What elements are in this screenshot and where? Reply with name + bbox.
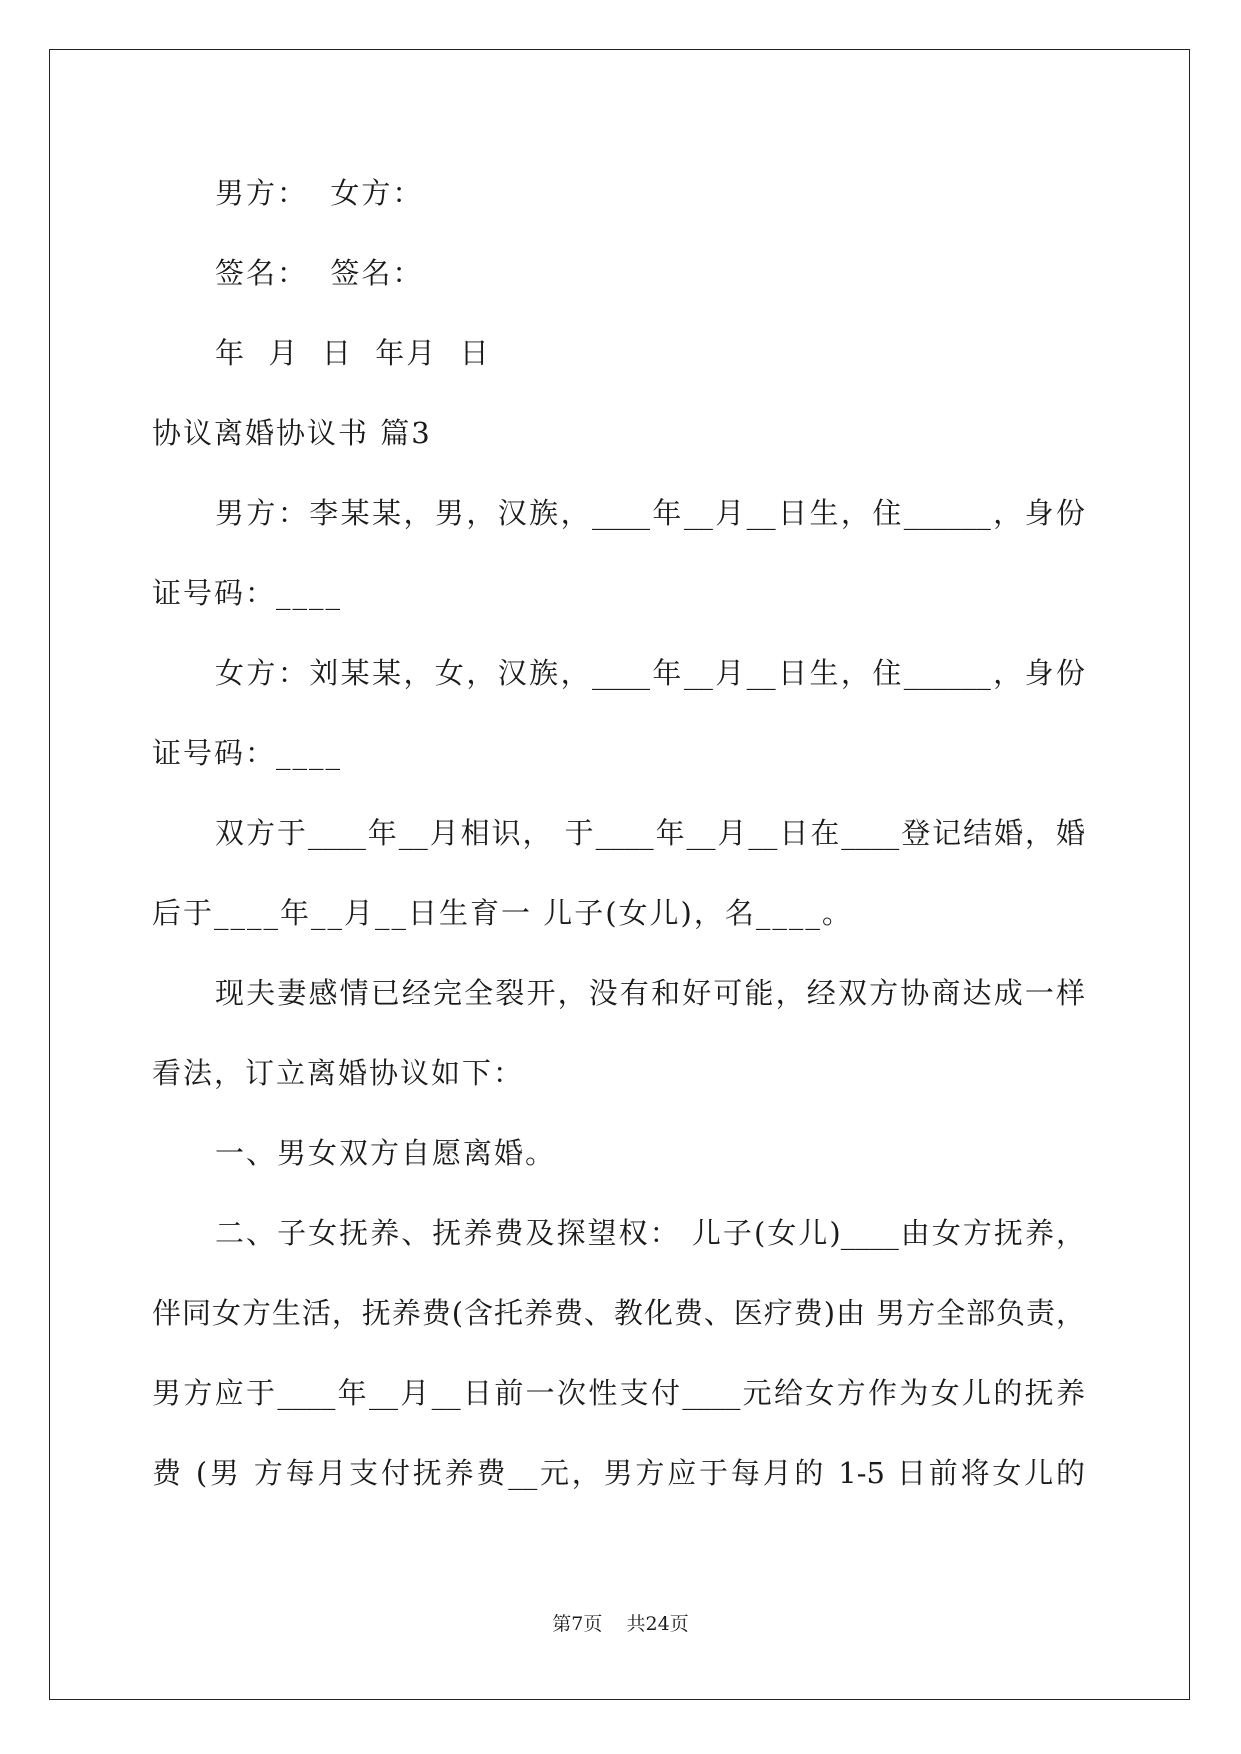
- signature-labels-line: 男方： 女方：: [215, 176, 424, 210]
- signature-names-line: 签名： 签名：: [215, 256, 424, 290]
- paragraph-line: 现夫妻感情已经完全裂开，没有和好可能，经双方协商达成一样: [215, 976, 1085, 1010]
- paragraph-line: 二、子女抚养、抚养费及探望权： 儿子(女儿)____由女方抚养，: [215, 1216, 1085, 1250]
- section-heading: 协议离婚协议书 篇3: [152, 416, 432, 450]
- paragraph-line: 男方应于____年__月__日前一次性支付____元给女方作为女儿的抚养: [152, 1376, 1085, 1410]
- paragraph-line: 费 (男 方每月支付抚养费__元，男方应于每月的 1-5 日前将女儿的: [152, 1456, 1085, 1490]
- paragraph-line: 双方于____年__月相识， 于____年__月__日在____登记结婚，婚: [215, 816, 1085, 850]
- paragraph-line: 女方：刘某某，女，汉族，____年__月__日生，住______，身份: [215, 656, 1085, 690]
- paragraph-line: 看法，订立离婚协议如下：: [152, 1056, 525, 1090]
- paragraph-line: 证号码：____: [152, 736, 343, 770]
- paragraph-line: 伴同女方生活，抚养费(含托养费、教化费、医疗费)由 男方全部负责，: [152, 1296, 1085, 1330]
- paragraph-line: 后于____年__月__日生育一 儿子(女儿)，名____。: [152, 896, 853, 930]
- paragraph-line: 一、男女双方自愿离婚。: [215, 1136, 557, 1170]
- paragraph-line: 男方：李某某，男，汉族，____年__月__日生，住______，身份: [215, 496, 1085, 530]
- signature-date-line: 年 月 日 年月 日: [215, 336, 491, 370]
- page-number: 第7页 共24页: [552, 1613, 689, 1635]
- paragraph-line: 证号码：____: [152, 576, 343, 610]
